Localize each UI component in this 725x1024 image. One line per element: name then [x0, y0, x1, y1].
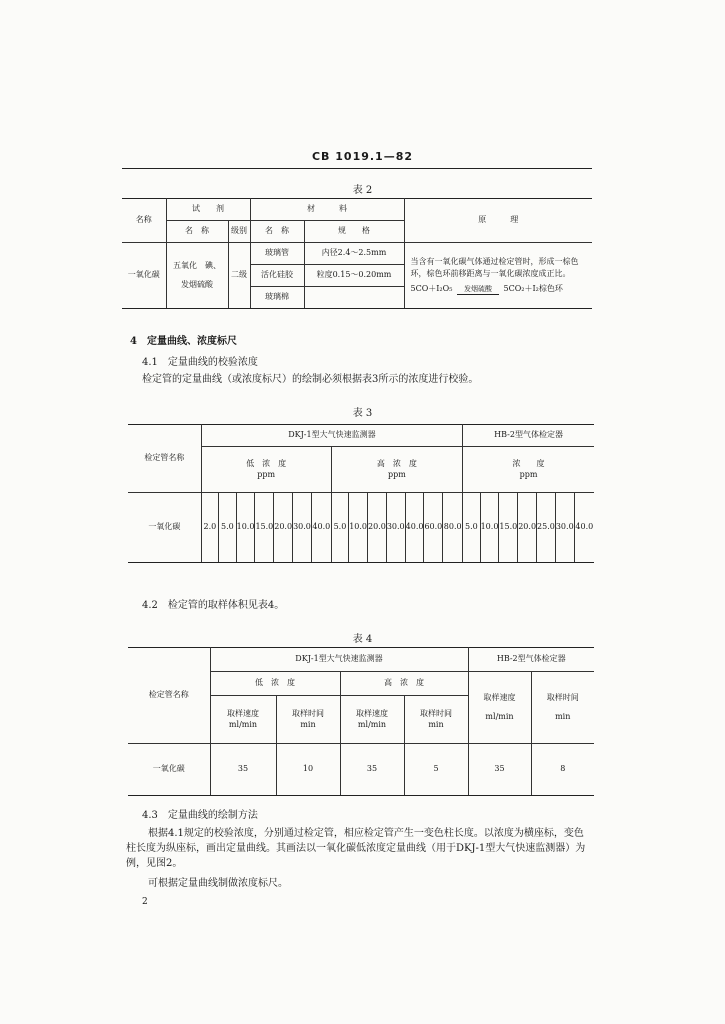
t4-high-speed-unit: ml/min: [357, 719, 387, 729]
t3-hb-header: [463, 447, 594, 493]
t4-hb-speed-header: [468, 672, 531, 744]
t3-group-hb: HB-2型气体检定器: [463, 425, 594, 447]
t2-col-name: 名称: [122, 199, 166, 243]
t3-hb-value: 5.0: [463, 493, 480, 563]
t4-hb-time-unit: min: [555, 711, 571, 721]
t2-reagents: [166, 243, 228, 309]
t2-col-principle: 原 理: [404, 199, 592, 243]
t2-row-name: 一氧化碳: [122, 243, 166, 309]
t2-reagent-2: 发烟硫酸: [181, 279, 213, 289]
t2-col-reagent: 试 剂: [166, 199, 250, 221]
t2-col-reagent-name: 名 称: [166, 221, 228, 243]
t2-material-name-2: 活化硅胶: [250, 265, 304, 287]
t3-hb-value: 40.0: [574, 493, 594, 563]
t4-hb-time-label: 取样时间: [546, 692, 579, 702]
t3-hb-value: 30.0: [555, 493, 574, 563]
t3-hb-value: 10.0: [480, 493, 499, 563]
t2-col-spec: 规 格: [304, 221, 404, 243]
t4-col-tube: 检定管名称: [128, 648, 210, 744]
t3-col-tube: 检定管名称: [128, 425, 201, 493]
t2-principle-text: 当含有一氧化碳气体通过检定管时，形成一棕色环，棕色环前移距离与一氧化碳浓度成正比。: [410, 256, 579, 279]
t3-low-header: [201, 447, 331, 493]
s41-text: 检定管的定量曲线（或浓度标尺）的绘制必须根据表3所示的浓度进行校验。: [142, 374, 479, 385]
t2-col-material-name: 名 称: [250, 221, 304, 243]
t2-formula-right: 5CO₂＋I₂棕色环: [503, 283, 563, 293]
s41-heading: 4.1 定量曲线的校验浓度: [142, 357, 258, 368]
table3: [128, 424, 594, 563]
t3-high-value: 80.0: [443, 493, 463, 563]
t3-row-name: 一氧化碳: [128, 493, 201, 563]
t3-low-value: 10.0: [236, 493, 255, 563]
t4-group-hb: HB-2型气体检定器: [468, 648, 594, 672]
t2-material-name-1: 玻璃管: [250, 243, 304, 265]
t3-low-value: 30.0: [293, 493, 312, 563]
t4-group-dkj: DKJ-1型大气快速监测器: [210, 648, 468, 672]
t3-high-value: 30.0: [386, 493, 405, 563]
t4-low-speed-header: [210, 696, 276, 744]
t2-formula-catalyst: 发烟硫酸: [463, 285, 492, 294]
t4-value: 5: [404, 744, 468, 796]
t3-high-value: 60.0: [424, 493, 443, 563]
t4-low-header: 低 浓 度: [210, 672, 340, 696]
t4-high-time-header: [404, 696, 468, 744]
page-number: 2: [142, 897, 148, 907]
t3-hb-label: 浓 度: [512, 458, 545, 468]
t3-low-value: 5.0: [219, 493, 236, 563]
table2-caption: 表 2: [352, 185, 373, 196]
s43-heading: 4.3 定量曲线的绘制方法: [142, 810, 258, 821]
header-rule: [122, 168, 592, 169]
t3-hb-value: 15.0: [499, 493, 518, 563]
table4: [128, 647, 594, 796]
t2-material-spec-1: 内径2.4～2.5mm: [304, 243, 404, 265]
t3-high-unit: ppm: [388, 469, 406, 479]
t3-high-header: [331, 447, 462, 493]
t4-high-speed-header: [340, 696, 404, 744]
t3-low-value: 40.0: [311, 493, 331, 563]
t4-value: 35: [468, 744, 531, 796]
t3-high-value: 20.0: [368, 493, 387, 563]
s43-para1: 根据4.1规定的校验浓度，分别通过检定管，相应检定管产生一变色柱长度。以浓度为横座标，变色柱长度为纵座标，画出定量曲线。其画法以一氧化碳低浓度定量曲线（用于DKJ-1型大气快速监测器）为例，见图2。: [126, 828, 586, 869]
s42-text: 4.2 检定管的取样体积见表4。: [142, 600, 285, 611]
t4-low-time-label: 取样时间: [292, 708, 324, 718]
t3-hb-value: 25.0: [537, 493, 556, 563]
t4-hb-speed-label: 取样速度: [483, 692, 516, 702]
t4-row-name: 一氧化碳: [128, 744, 210, 796]
t2-grade: 二级: [228, 243, 250, 309]
t4-low-speed-label: 取样速度: [227, 708, 259, 718]
t3-low-unit: ppm: [257, 469, 276, 479]
t2-col-material: 材 料: [250, 199, 404, 221]
t2-material-spec-3: [304, 287, 404, 309]
t4-high-time-label: 取样时间: [420, 708, 452, 718]
t2-formula: [411, 283, 587, 295]
t4-value: 35: [210, 744, 276, 796]
t4-low-speed-unit: ml/min: [228, 719, 258, 729]
t4-low-time-unit: min: [300, 719, 316, 729]
s43-para2: 可根据定量曲线制做浓度标尺。: [148, 878, 288, 889]
table4-caption: 表 4: [352, 634, 373, 645]
t4-hb-speed-unit: ml/min: [485, 711, 514, 721]
t3-high-value: 10.0: [349, 493, 368, 563]
t2-material-name-3: 玻璃棉: [250, 287, 304, 309]
t2-material-spec-2: 粒度0.15～0.20mm: [304, 265, 404, 287]
t2-formula-left: 5CO＋I₂O₅: [410, 283, 453, 293]
t4-hb-time-header: [531, 672, 594, 744]
t4-value: 35: [340, 744, 404, 796]
t3-high-value: 5.0: [331, 493, 348, 563]
t3-low-label: 低 浓 度: [246, 458, 287, 468]
t2-formula-arrow: [457, 286, 499, 295]
t4-value: 10: [276, 744, 340, 796]
t2-reagent-1: 五氧化 碘、: [173, 260, 221, 270]
t4-high-header: 高 浓 度: [340, 672, 468, 696]
t3-group-dkj: DKJ-1型大气快速监测器: [201, 425, 462, 447]
t4-low-time-header: [276, 696, 340, 744]
standard-code: CB 1019.1—82: [311, 150, 414, 163]
t3-hb-unit: ppm: [519, 469, 538, 479]
table2: [122, 198, 592, 309]
t3-high-value: 40.0: [405, 493, 424, 563]
t2-principle: [404, 243, 592, 309]
table3-caption: 表 3: [352, 408, 373, 419]
section4-heading: 4 定量曲线、浓度标尺: [130, 336, 237, 347]
t3-low-value: 20.0: [274, 493, 293, 563]
t2-col-grade: 级别: [228, 221, 250, 243]
t4-high-time-unit: min: [428, 719, 444, 729]
t3-hb-value: 20.0: [518, 493, 537, 563]
t3-high-label: 高 浓 度: [376, 458, 417, 468]
t3-low-value: 2.0: [201, 493, 218, 563]
t3-low-value: 15.0: [255, 493, 274, 563]
t4-high-speed-label: 取样速度: [356, 708, 388, 718]
t4-value: 8: [531, 744, 594, 796]
